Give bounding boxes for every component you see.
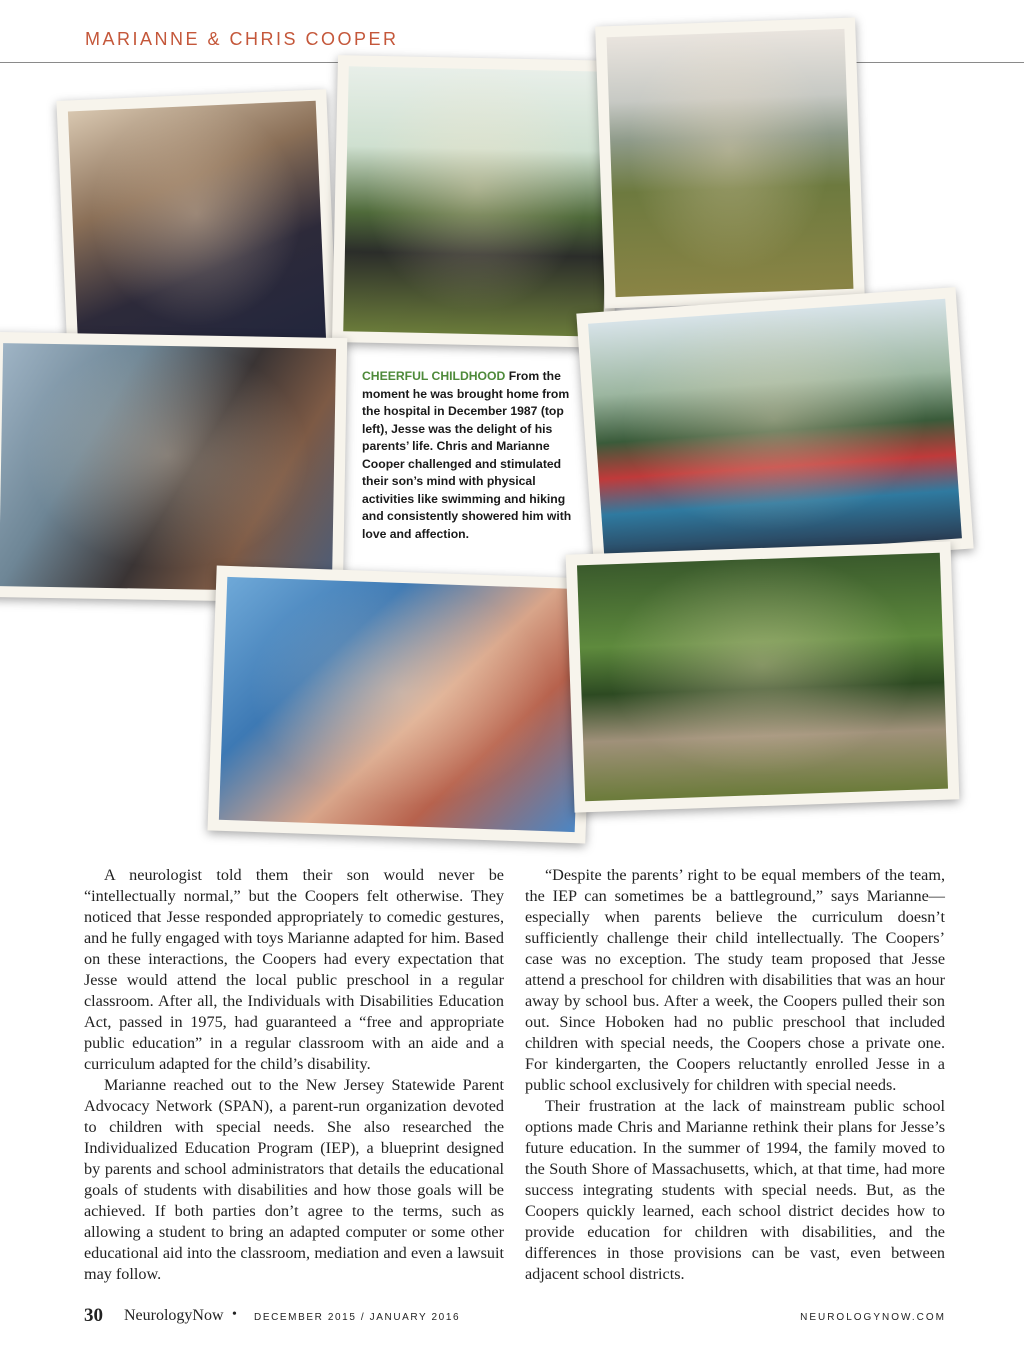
photo-caption <box>362 368 577 543</box>
issue-date: DECEMBER 2015 / JANUARY 2016 <box>254 1312 461 1323</box>
photo-swing <box>332 55 620 348</box>
paragraph: A neurologist told them their son would never be “intellectually normal,” but the Coopers felt otherwise. They noticed that Jesse responded appropriately to comedic gestures, and he fully engaged with toys Marianne adapted for him. Based on these interactions, the Coopers had every expectation that Jesse would attend the local public preschool in a regular classroom. After all, the Individuals with Disabilities Education Act, passed in 1975, had guaranteed a “free and appropriate public education” in a regular classroom with an aide and a curriculum adapted for the child’s disability. <box>84 866 504 1073</box>
footer-bullet: • <box>232 1307 237 1322</box>
photo-lake-embrace <box>0 332 347 603</box>
page-number: 30 <box>84 1305 103 1326</box>
section-header: MARIANNE & CHRIS COOPER <box>85 29 399 49</box>
photo-image <box>0 343 336 592</box>
caption-text: From the moment he was brought home from the hospital in December 1987 (top left), Jesse was the delight of his parents’ life. Chris and Marianne Cooper challenged and stimulated their son’s mind with physical activities like swimming and hiking and consistently showered him with love and affection. <box>362 369 572 541</box>
website-link[interactable]: NEUROLOGYNOW.COM <box>800 1312 946 1323</box>
photo-baby-with-parents <box>56 89 337 363</box>
photo-image <box>588 299 962 563</box>
photo-swimming <box>207 565 594 843</box>
photo-field-hug <box>595 18 865 309</box>
paragraph: Marianne reached out to the New Jersey Statewide Parent Advocacy Network (SPAN), a parent-run organization devoted to children with special needs. She also researched the Individualized Education Program (IEP), a blueprint designed by parents and school administrators that details the educational goals of students with disabilities and how those goals will be achieved. If both parties don’t agree to the terms, such as allowing a student to bring an adapted computer or some other educational aid into the classroom, mediation and even a lawsuit may follow. <box>84 1076 504 1283</box>
article-column-right <box>525 865 945 1285</box>
photo-image <box>607 29 854 297</box>
magazine-brand: NeurologyNow <box>124 1307 224 1324</box>
photo-image <box>219 577 583 832</box>
caption-lead: CHEERFUL CHILDHOOD <box>362 369 506 383</box>
photo-stroller-family <box>576 287 973 575</box>
photo-image <box>68 101 326 352</box>
photo-image <box>343 66 608 336</box>
photo-forest-walk <box>566 541 960 812</box>
photo-image <box>577 553 948 802</box>
paragraph: Their frustration at the lack of mainstream public school options made Chris and Marianne rethink their plans for Jesse’s future education. In the summer of 1994, the family moved to the South Shore of Massachusetts, which, at that time, had more success integrating students with special needs. But, as the Coopers quickly learned, each school district decides how to provide education for children with disabilities, and the differences in those provisions can be vast, even between adjacent school districts. <box>525 1097 945 1283</box>
article-column-left <box>84 865 504 1285</box>
paragraph: “Despite the parents’ right to be equal members of the team, the IEP can sometimes be a battleground,” says Marianne—especially when parents believe the curriculum doesn’t sufficiently challenge their child intellectually. The Coopers’ case was no exception. The study team proposed that Jesse attend a preschool for children with disabilities that was an hour away by school bus. After a week, the Coopers pulled their son out. Since Hoboken had no public preschool that included children with special needs, the Coopers chose a private one. For kindergarten, the Coopers reluctantly enrolled Jesse in a public school exclusively for children with special needs. <box>525 866 945 1094</box>
page-footer <box>84 1305 946 1329</box>
